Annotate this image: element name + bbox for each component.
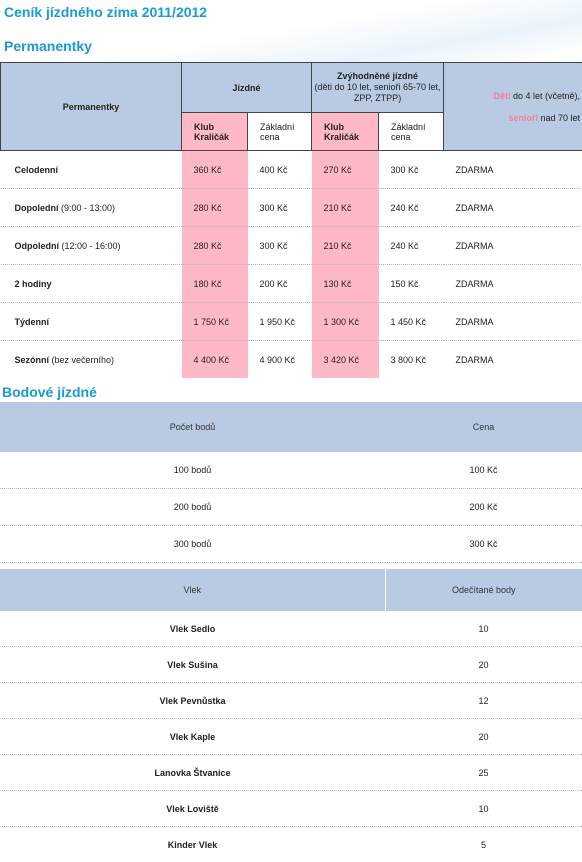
cena-cell: 200 Kč	[385, 489, 582, 526]
price-klub: 4 400 Kč	[182, 341, 248, 379]
price-klub: 360 Kč	[182, 151, 248, 189]
header-kids	[444, 63, 582, 151]
row-label-note: (bez večerního)	[49, 355, 114, 365]
price-zakladni: 300 Kč	[248, 227, 312, 265]
row-label	[1, 151, 182, 189]
odecitane-body-cell: 25	[385, 755, 582, 791]
price-kids: ZDARMA	[444, 303, 582, 341]
price-zvyh-klub: 210 Kč	[312, 227, 379, 265]
price-zakladni: 4 900 Kč	[248, 341, 312, 379]
vlek-name-cell: Vlek Sušina	[0, 647, 385, 683]
price-zvyh-klub: 210 Kč	[312, 189, 379, 227]
header-odecitane-body: Odečítané body	[385, 569, 582, 611]
subheader-zvyh-klub: Klub Kraličák	[312, 113, 379, 151]
row-label-note: (9:00 - 13:00)	[59, 203, 116, 213]
row-label-text: Celodenní	[15, 165, 59, 175]
odecitane-body-cell: 20	[385, 719, 582, 755]
row-label-text: Dopolední	[15, 203, 59, 213]
kids-do4-label: do 4 let (včetně),	[510, 91, 580, 101]
price-zvyh-zakladni: 3 800 Kč	[379, 341, 444, 379]
header-pocet-bodu: Počet bodů	[0, 402, 385, 452]
row-label	[1, 341, 182, 379]
table-row	[0, 683, 582, 719]
kids-seniori-label: senioři	[508, 113, 538, 123]
header-zvyhodnene-note: (děti do 10 let, senioři 65-70 let, ZPP, ZTPP)	[314, 82, 440, 103]
kids-nad70-label: nad 70 let	[538, 113, 580, 123]
table-row	[1, 341, 582, 379]
header-zvyhodnene	[312, 63, 444, 113]
price-zvyh-zakladni: 240 Kč	[379, 189, 444, 227]
row-label-text: Sezónní	[15, 355, 50, 365]
table-row	[1, 303, 582, 341]
odecitane-body-cell: 10	[385, 611, 582, 647]
price-klub: 280 Kč	[182, 227, 248, 265]
header-jizdne: Jízdné	[182, 63, 312, 113]
table-row	[0, 755, 582, 791]
table-row	[0, 489, 582, 526]
price-zakladni: 400 Kč	[248, 151, 312, 189]
subheader-zvyh-zakladni: Základní cena	[379, 113, 444, 151]
odecitane-body-cell: 12	[385, 683, 582, 719]
table-row	[0, 452, 582, 489]
header-zvyhodnene-title: Zvýhodněné jízdné	[337, 71, 418, 81]
price-klub: 180 Kč	[182, 265, 248, 303]
row-label-note: (12:00 - 16:00)	[59, 241, 121, 251]
pocet-bodu-cell: 200 bodů	[0, 489, 385, 526]
table-row	[0, 719, 582, 755]
subheader-klub: Klub Kraličák	[182, 113, 248, 151]
vlek-name-cell: Vlek Pevnůstka	[0, 683, 385, 719]
row-label-text: Odpolední	[15, 241, 60, 251]
cena-cell: 300 Kč	[385, 526, 582, 563]
table-row	[1, 189, 582, 227]
vlek-name-cell: Lanovka Štvanice	[0, 755, 385, 791]
header-vlek: Vlek	[0, 569, 385, 611]
table-row	[0, 791, 582, 827]
vlek-name-cell: Vlek Kaple	[0, 719, 385, 755]
cena-cell: 100 Kč	[385, 452, 582, 489]
price-klub: 1 750 Kč	[182, 303, 248, 341]
price-zvyh-zakladni: 300 Kč	[379, 151, 444, 189]
price-zvyh-klub: 270 Kč	[312, 151, 379, 189]
price-zvyh-zakladni: 150 Kč	[379, 265, 444, 303]
pocet-bodu-cell: 300 bodů	[0, 526, 385, 563]
price-zvyh-zakladni: 240 Kč	[379, 227, 444, 265]
row-label	[1, 303, 182, 341]
vlek-name-cell: Vlek Sedlo	[0, 611, 385, 647]
price-kids: ZDARMA	[444, 341, 582, 379]
table-row	[1, 151, 582, 189]
price-zvyh-zakladni: 1 450 Kč	[379, 303, 444, 341]
table-row	[0, 827, 582, 862]
vlek-name-cell: Vlek Loviště	[0, 791, 385, 827]
row-label	[1, 189, 182, 227]
table-row	[0, 611, 582, 647]
pocet-bodu-cell: 100 bodů	[0, 452, 385, 489]
kids-deti-label: Děti	[493, 91, 510, 101]
section-heading-permanentky: Permanentky	[0, 26, 582, 62]
table-row	[0, 647, 582, 683]
price-zakladni: 200 Kč	[248, 265, 312, 303]
price-zakladni: 300 Kč	[248, 189, 312, 227]
price-zvyh-klub: 130 Kč	[312, 265, 379, 303]
section-heading-bodove: Bodové jízdné	[0, 378, 582, 402]
header-cena: Cena	[385, 402, 582, 452]
price-kids: ZDARMA	[444, 189, 582, 227]
row-label-text: Týdenní	[15, 317, 50, 327]
table-row	[1, 265, 582, 303]
odecitane-body-cell: 10	[385, 791, 582, 827]
bodove-table	[0, 402, 582, 563]
price-klub: 280 Kč	[182, 189, 248, 227]
subheader-zakladni: Základní cena	[248, 113, 312, 151]
price-zakladni: 1 950 Kč	[248, 303, 312, 341]
vleky-table	[0, 569, 582, 862]
odecitane-body-cell: 5	[385, 827, 582, 862]
row-label	[1, 227, 182, 265]
odecitane-body-cell: 20	[385, 647, 582, 683]
page-title: Ceník jízdného zima 2011/2012	[0, 0, 582, 26]
price-kids: ZDARMA	[444, 151, 582, 189]
price-kids: ZDARMA	[444, 227, 582, 265]
permanentky-table	[0, 62, 582, 378]
row-label-text: 2 hodiny	[15, 279, 52, 289]
vlek-name-cell: Kinder Vlek	[0, 827, 385, 862]
header-permanentky: Permanentky	[1, 63, 182, 151]
price-zvyh-klub: 3 420 Kč	[312, 341, 379, 379]
row-label	[1, 265, 182, 303]
price-zvyh-klub: 1 300 Kč	[312, 303, 379, 341]
price-kids: ZDARMA	[444, 265, 582, 303]
table-row	[1, 227, 582, 265]
table-row	[0, 526, 582, 563]
